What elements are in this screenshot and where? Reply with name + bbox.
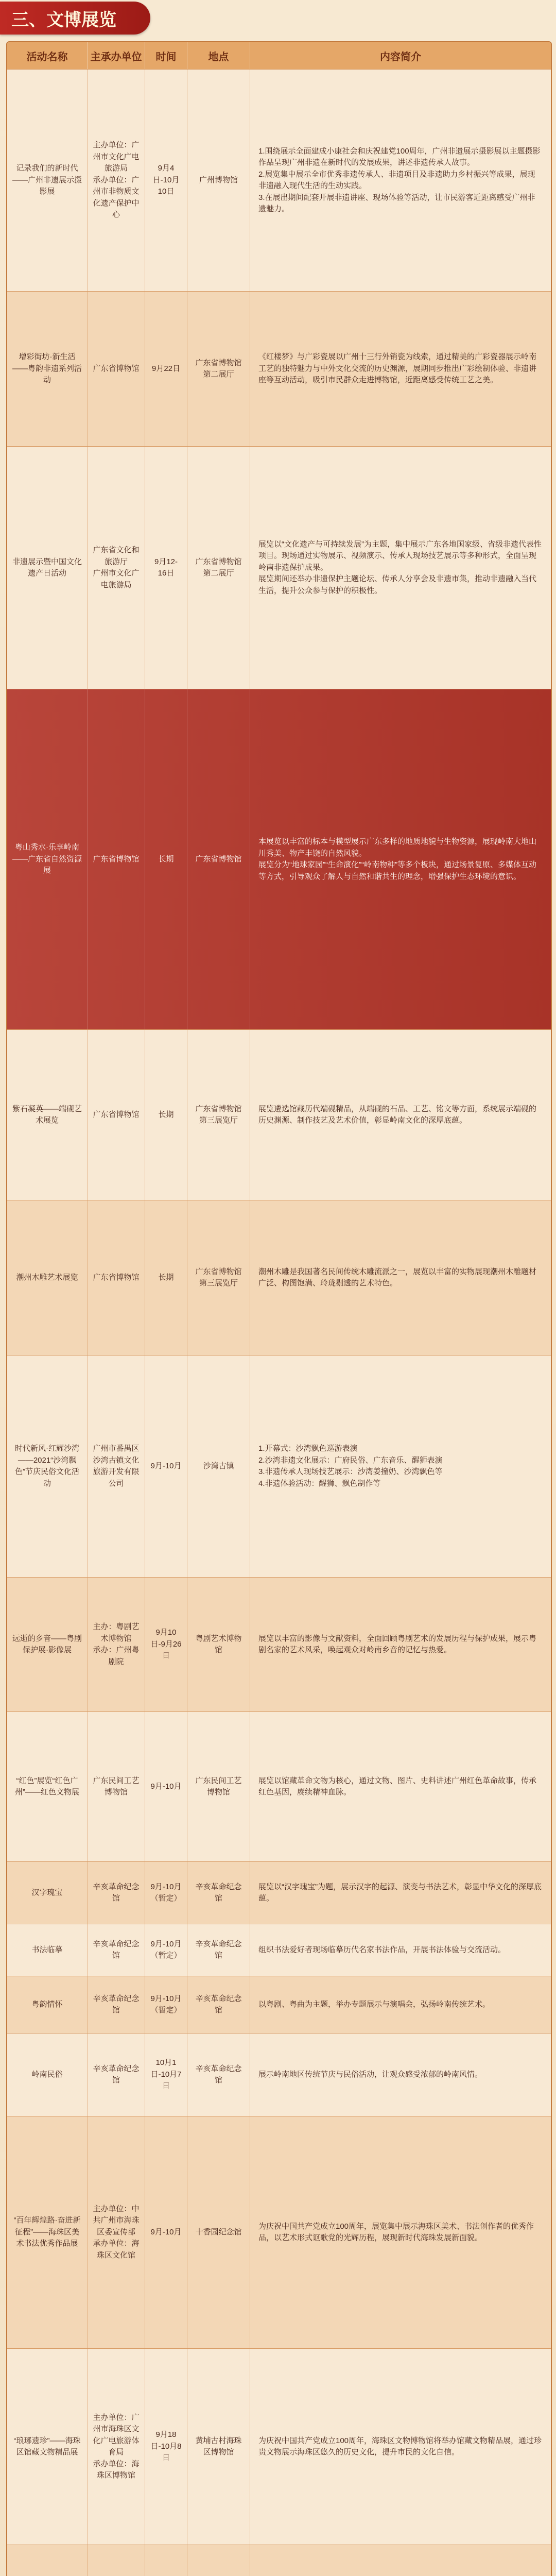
cell-host: 辛亥革命纪念馆 (88, 1924, 145, 1976)
cell-time: 9月18日-10月8日 (145, 2349, 187, 2545)
exhibition-table (6, 41, 552, 2576)
cell-name: “琅琊遗珍”——海珠区馆藏文物精品展 (7, 2349, 88, 2545)
cell-content: 潮州木雕是我国著名民间传统木雕流派之一，展览以丰富的实物展现潮州木雕题材广泛、构图饱满、玲珑剔透的艺术特色。 (258, 1267, 537, 1287)
table-row (7, 446, 551, 689)
cell-time: 9月22日 (145, 292, 187, 446)
cell-content: 展示岭南地区传统节庆与民俗活动，让观众感受浓郁的岭南风情。 (258, 2070, 483, 2079)
cell-host: 主办单位：中共广州市海珠区委宣传部 承办单位：海珠区文化馆 (88, 2116, 145, 2348)
cell-name: 汉字瑰宝 (7, 1862, 88, 1924)
cell-time: 9月-10月 (145, 1712, 187, 1861)
cell-time: 长期 (145, 1030, 187, 1200)
cell-name: 记录我们的新时代——广州非遗展示摄影展 (7, 70, 88, 291)
cell-place: 辛亥革命纪念馆 (187, 1976, 250, 2033)
cell-host: 辛亥革命纪念馆 (88, 2033, 145, 2116)
section-title-bar (0, 2, 150, 35)
table-row (7, 1976, 551, 2033)
cell-place: 广东省博物馆第三展览厅 (187, 1200, 250, 1355)
cell-time: 9月-10月 (145, 1355, 187, 1577)
cell-time: 9月-10月（暂定） (145, 1862, 187, 1924)
cell-place (187, 2545, 250, 2576)
cell-place: 广东省博物馆第二展厅 (187, 447, 250, 689)
section-title (0, 0, 150, 36)
cell-content: 《红楼梦》与广彩瓷展以广州十三行外销瓷为线索，通过精美的广彩瓷器展示岭南工艺的独特魅力与中外文化交流的历史渊源，展期同步推出广彩绘制体验、非遗讲座等互动活动，吸引市民群众走进博物馆，近距离感受传统工艺之美。 (258, 352, 537, 385)
cell-place: 广东省博物馆第二展厅 (187, 292, 250, 446)
cell-place: 广东省博物馆第三展览厅 (187, 1030, 250, 1200)
cell-name: 远逝的乡音——粤剧保护展·影像展 (7, 1578, 88, 1711)
cell-host: 辛亥革命纪念馆 (88, 1976, 145, 2033)
cell-name: 非遗展示暨中国文化遗产日活动 (7, 447, 88, 689)
cell-content: 为庆祝中国共产党成立100周年，展览集中展示海珠区美术、书法创作者的优秀作品，以艺术形式讴歌党的光辉历程，展现新时代海珠发展新面貌。 (258, 2222, 534, 2242)
table-row (7, 1200, 551, 1355)
cell-place: 十香园纪念馆 (187, 2116, 250, 2348)
table-row (7, 69, 551, 291)
cell-content (250, 2545, 551, 2576)
cell-content: 展览以“文化遗产与可持续发展”为主题，集中展示广东各地国家级、省级非遗代表性项目。现场通过实物展示、视频演示、传承人现场技艺展示等多种形式，全面呈现岭南非遗保护成果。 展览期间还举办非遗保护主题论坛、传承人分享会及非遗市集，推动非遗融入当代生活，提升公众参与保护的积极性。 (258, 539, 542, 595)
cell-time: 长期 (145, 1200, 187, 1355)
cell-time (145, 2545, 187, 2576)
cell-name: 时代新风·红耀沙湾——2021“沙湾飘色”节庆民俗文化活动 (7, 1355, 88, 1577)
cell-host (88, 2545, 145, 2576)
cell-host: 主办单位：广州市海珠区文化广电旅游体育局 承办单位：海珠区博物馆 (88, 2349, 145, 2545)
section-title-text: 三、文博展览 (11, 10, 116, 30)
cell-host: 广州市番禺区沙湾古镇文化旅游开发有限公司 (88, 1355, 145, 1577)
cell-place: 粤剧艺术博物馆 (187, 1578, 250, 1711)
table-row (7, 2348, 551, 2545)
cell-time: 9月4日-10月10日 (145, 70, 187, 291)
header-host: 主承办单位 (88, 42, 145, 69)
cell-host: 广东省文化和旅游厅 广州市文化广电旅游局 (88, 447, 145, 689)
cell-name: 书法临摹 (7, 1924, 88, 1976)
cell-name: 紫石凝英——端砚艺术展览 (7, 1030, 88, 1200)
cell-host: 广东省博物馆 (88, 1200, 145, 1355)
header-name: 活动名称 (7, 42, 88, 69)
cell-place: 辛亥革命纪念馆 (187, 1862, 250, 1924)
cell-name (7, 2545, 88, 2576)
cell-content: 1.开幕式：沙湾飘色巡游表演 2.沙湾非遗文化展示：广府民俗、广东音乐、醒狮表演 3.非遗传承人现场技艺展示：沙湾姜撞奶、沙湾飘色等 4.非遗体验活动：醒狮、飘色制作等 (258, 1444, 443, 1488)
table-row (7, 1861, 551, 1924)
table-row (7, 1355, 551, 1577)
table-row (7, 1029, 551, 1200)
cell-place: 广东省博物馆 (187, 689, 250, 1029)
table-row (7, 689, 551, 1029)
table-row (7, 1577, 551, 1711)
table-row (7, 2033, 551, 2116)
cell-place: 辛亥革命纪念馆 (187, 1924, 250, 1976)
cell-time: 9月10日-9月26日 (145, 1578, 187, 1711)
cell-name: “百年辉煌路·奋进新征程”——海珠区美术书法优秀作品展 (7, 2116, 88, 2348)
header-content: 内容简介 (380, 51, 421, 63)
cell-place: 黄埔古村海珠区博物馆 (187, 2349, 250, 2545)
cell-content: 展览遴选馆藏历代端砚精品，从端砚的石品、工艺、铭文等方面，系统展示端砚的历史渊源、制作技艺及艺术价值，彰显岭南文化的深厚底蕴。 (258, 1104, 537, 1125)
cell-host: 广东省博物馆 (88, 292, 145, 446)
table-row (7, 1711, 551, 1861)
cell-content: 本展览以丰富的标本与模型展示广东多样的地质地貌与生物资源，展现岭南大地山川秀美、物产丰饶的自然风貌。 展览分为“地球家园”“生命演化”“岭南物种”等多个板块，通过场景复原、多媒体互动等方式，引导观众了解人与自然和谐共生的理念，增强保护生态环境的意识。 (258, 837, 537, 881)
cell-place: 广东民间工艺博物馆 (187, 1712, 250, 1861)
cell-time: 10月1日-10月7日 (145, 2033, 187, 2116)
cell-content: 展览以馆藏革命文物为核心，通过文物、图片、史料讲述广州红色革命故事，传承红色基因，赓续精神血脉。 (258, 1776, 537, 1797)
cell-name: 粤山秀水·乐享岭南——广东省自然资源展 (7, 689, 88, 1029)
cell-host: 主办：粤剧艺术博物馆 承办：广州粤剧院 (88, 1578, 145, 1711)
cell-host: 主办单位：广州市文化广电旅游局 承办单位：广州市非物质文化遗产保护中心 (88, 70, 145, 291)
cell-host: 广东民间工艺博物馆 (88, 1712, 145, 1861)
table-body (7, 69, 551, 2576)
table-row (7, 2545, 551, 2576)
cell-host: 广东省博物馆 (88, 689, 145, 1029)
cell-name: 潮州木雕艺术展览 (7, 1200, 88, 1355)
cell-time: 9月-10月（暂定） (145, 1976, 187, 2033)
table-row (7, 291, 551, 446)
cell-name: 粤韵情怀 (7, 1976, 88, 2033)
table-header (7, 42, 551, 69)
cell-time: 长期 (145, 689, 187, 1029)
cell-place: 广州博物馆 (187, 70, 250, 291)
cell-content: 为庆祝中国共产党成立100周年，海珠区文物博物馆将举办馆藏文物精品展，通过珍贵文物展示海珠区悠久的历史文化，提升市民的文化自信。 (258, 2436, 542, 2456)
cell-content: 1.围绕展示全面建成小康社会和庆祝建党100周年，广州非遗展示摄影展以主题摄影作品呈现广州非遗在新时代的发展成果，讲述非遗传承人故事。 2.展览集中展示全市优秀非遗传承人、非遗项目及非遗助力乡村振兴等成果，展现非遗融入现代生活的生动实践。 3.在展出期间配套开展非遗讲座、现场体验等活动，让市民游客近距离感受广州非遗魅力。 (258, 146, 541, 213)
cell-place: 沙湾古镇 (187, 1355, 250, 1577)
cell-content: 以粤剧、粤曲为主题，举办专题展示与演唱会，弘扬岭南传统艺术。 (258, 1999, 491, 2009)
header-place: 地点 (187, 42, 250, 69)
cell-name: 增彩街坊·新生活——粤韵非遗系列活动 (7, 292, 88, 446)
cell-time: 9月12-16日 (145, 447, 187, 689)
cell-content: 组织书法爱好者现场临摹历代名家书法作品，开展书法体验与交流活动。 (258, 1945, 506, 1954)
cell-content: 展览以“汉字瑰宝”为题，展示汉字的起源、演变与书法艺术，彰显中华文化的深厚底蕴。 (258, 1882, 542, 1903)
cell-content: 展览以丰富的影像与文献资料，全面回顾粤剧艺术的发展历程与保护成果，展示粤剧名家的艺术风采，唤起观众对岭南乡音的记忆与热爱。 (258, 1634, 537, 1654)
cell-host: 辛亥革命纪念馆 (88, 1862, 145, 1924)
cell-host: 广东省博物馆 (88, 1030, 145, 1200)
table-row (7, 1924, 551, 1976)
cell-time: 9月-10月 (145, 2116, 187, 2348)
cell-name: “红色”展览“红色广州”——红色文物展 (7, 1712, 88, 1861)
cell-time: 9月-10月（暂定） (145, 1924, 187, 1976)
table-row (7, 2116, 551, 2348)
cell-name: 岭南民俗 (7, 2033, 88, 2116)
cell-place: 辛亥革命纪念馆 (187, 2033, 250, 2116)
header-time: 时间 (145, 42, 187, 69)
